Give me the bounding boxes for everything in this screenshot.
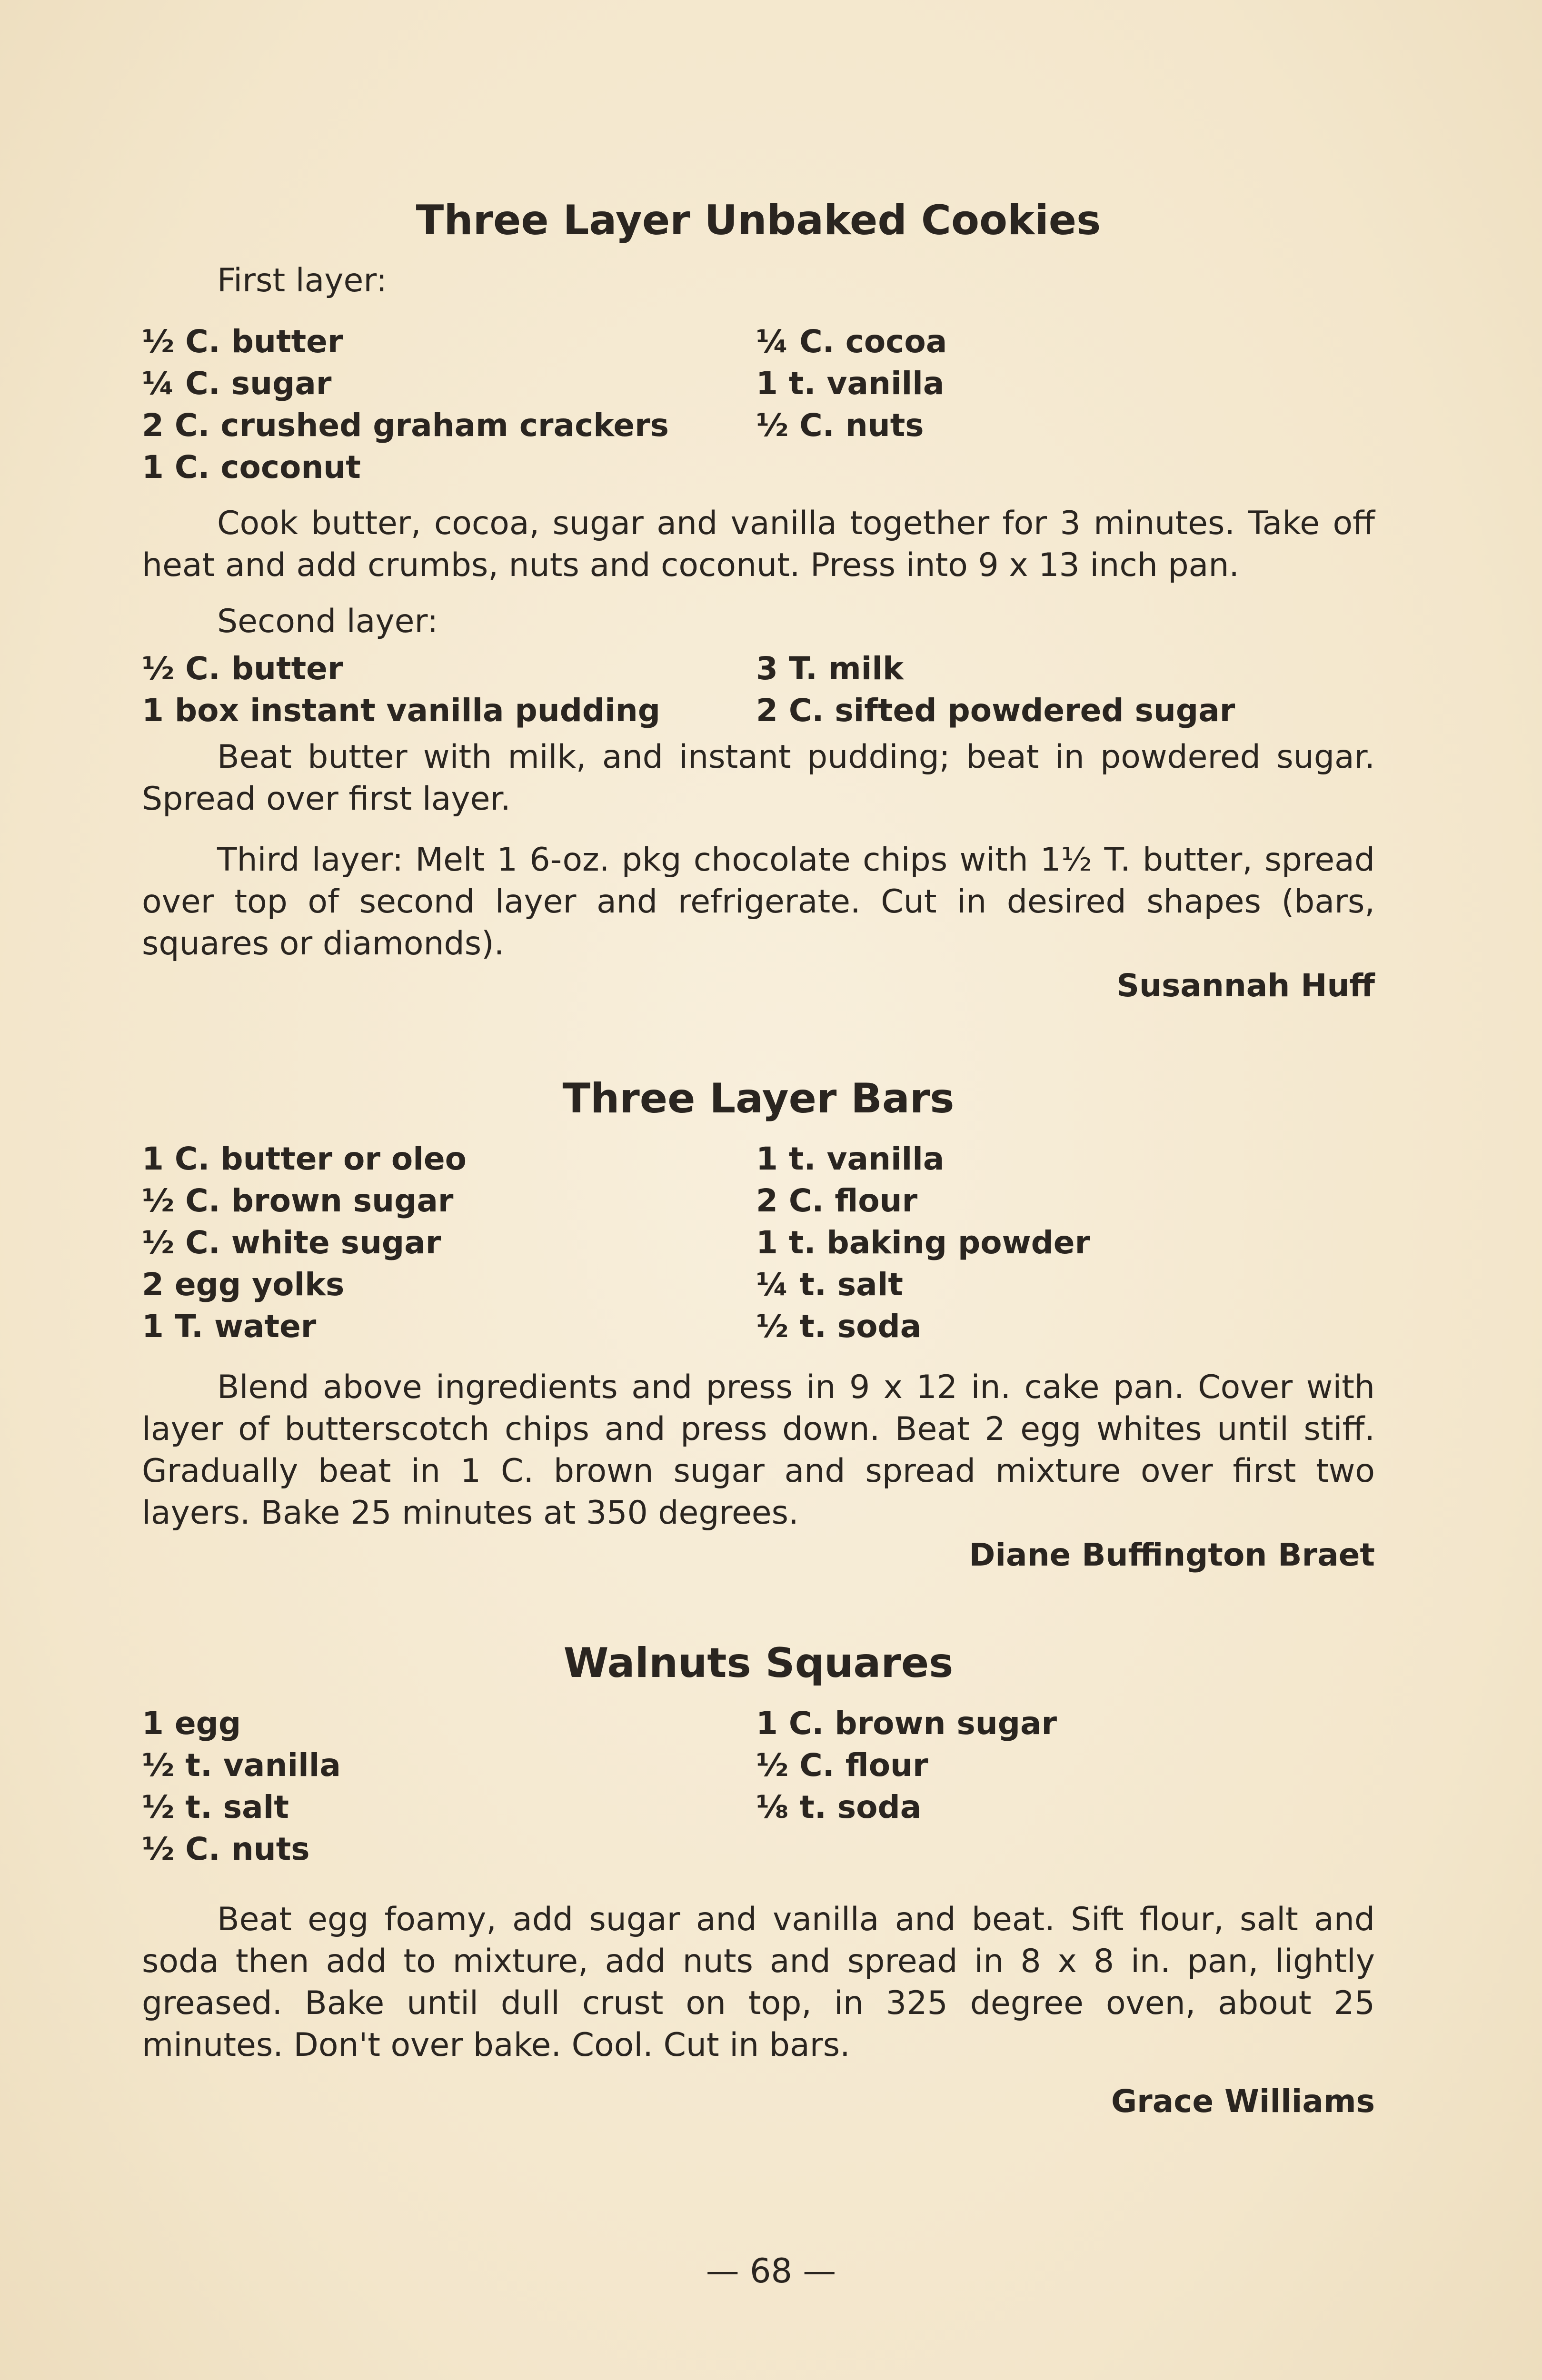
ingredient-item: 1 t. vanilla — [756, 1140, 945, 1177]
ingredient-item: 1 box instant vanilla pudding — [142, 692, 661, 729]
ingredient-item: ¼ C. cocoa — [756, 323, 947, 360]
page-number: — 68 — — [706, 2251, 836, 2291]
recipe-directions: Beat butter with milk, and instant pudding; beat in powdered sugar. Spread over first layer. — [142, 738, 1375, 818]
ingredient-item: 1 C. brown sugar — [756, 1705, 1057, 1742]
recipe-author: Diane Buffington Braet — [969, 1536, 1375, 1573]
ingredient-item: ½ C. brown sugar — [142, 1182, 454, 1219]
recipe-directions: Blend above ingredients and press in 9 x 12 in. cake pan. Cover with layer of butterscotch chips and press down. Beat 2 egg whites until stiff. Gradually beat in 1 C. brown sugar and spread mixture over first two layers. Bake 25 minutes at 350 degrees. — [142, 1368, 1375, 1532]
ingredient-item: ½ t. salt — [142, 1788, 289, 1825]
ingredient-item: 2 C. sifted powdered sugar — [756, 692, 1235, 729]
recipe-directions: Cook butter, cocoa, sugar and vanilla together for 3 minutes. Take off heat and add crumbs, nuts and coconut. Press into 9 x 13 inch pan. — [142, 505, 1375, 585]
ingredient-item: 1 t. vanilla — [756, 365, 945, 402]
ingredient-item: ½ C. nuts — [756, 407, 924, 444]
ingredient-item: 2 C. crushed graham crackers — [142, 407, 669, 444]
ingredient-item: ½ t. soda — [756, 1308, 922, 1345]
ingredient-item: 1 C. coconut — [142, 449, 361, 486]
recipe-title: Walnuts Squares — [563, 1639, 954, 1687]
recipe-walnuts-squares — [142, 1639, 1375, 2122]
ingredient-item: 1 C. butter or oleo — [142, 1140, 467, 1177]
ingredient-item: ½ C. butter — [142, 650, 343, 687]
recipe-three-layer-unbaked-cookies — [142, 197, 1375, 1007]
recipe-title: Three Layer Bars — [562, 1074, 955, 1122]
ingredient-item: 2 egg yolks — [142, 1266, 345, 1303]
ingredient-item: ½ C. white sugar — [142, 1224, 441, 1261]
ingredient-item: ¼ t. salt — [756, 1266, 903, 1303]
recipe-directions: Beat egg foamy, add sugar and vanilla and beat. Sift flour, salt and soda then add to mixture, add nuts and spread in 8 x 8 in. pan, lightly greased. Bake until dull crust on top, in 325 degree oven, about 25 minutes. Don't over bake. Cool. Cut in bars. — [142, 1900, 1375, 2064]
first-layer-label: First layer: — [217, 262, 388, 299]
ingredient-item: 1 T. water — [142, 1308, 317, 1345]
ingredient-item: ½ C. flour — [756, 1746, 928, 1784]
ingredient-item: 3 T. milk — [756, 650, 904, 687]
recipe-author: Susannah Huff — [1116, 967, 1375, 1004]
ingredient-item: ¼ C. sugar — [142, 365, 332, 402]
ingredient-list — [142, 1138, 1375, 1348]
ingredient-list — [142, 321, 1375, 488]
page-content — [142, 197, 1375, 2122]
ingredient-item: 1 egg — [142, 1705, 241, 1742]
ingredient-list — [142, 1703, 1375, 1870]
recipe-directions: Third layer: Melt 1 6-oz. pkg chocolate chips with 1½ T. butter, spread over top of second layer and refrigerate. Cut in desired shapes (bars, squares or diamonds). — [142, 841, 1375, 962]
ingredient-item: ½ t. vanilla — [142, 1746, 341, 1784]
ingredient-item: 2 C. flour — [756, 1182, 918, 1219]
ingredient-item: ½ C. butter — [142, 323, 343, 360]
recipe-author: Grace Williams — [1111, 2082, 1375, 2120]
recipe-title: Three Layer Unbaked Cookies — [416, 197, 1101, 244]
ingredient-item: ⅛ t. soda — [756, 1788, 922, 1825]
second-layer-label: Second layer: — [217, 603, 438, 641]
ingredient-list — [142, 648, 1375, 732]
recipe-three-layer-bars — [142, 1074, 1375, 1576]
ingredient-item: ½ C. nuts — [142, 1830, 310, 1867]
ingredient-item: 1 t. baking powder — [756, 1224, 1091, 1261]
